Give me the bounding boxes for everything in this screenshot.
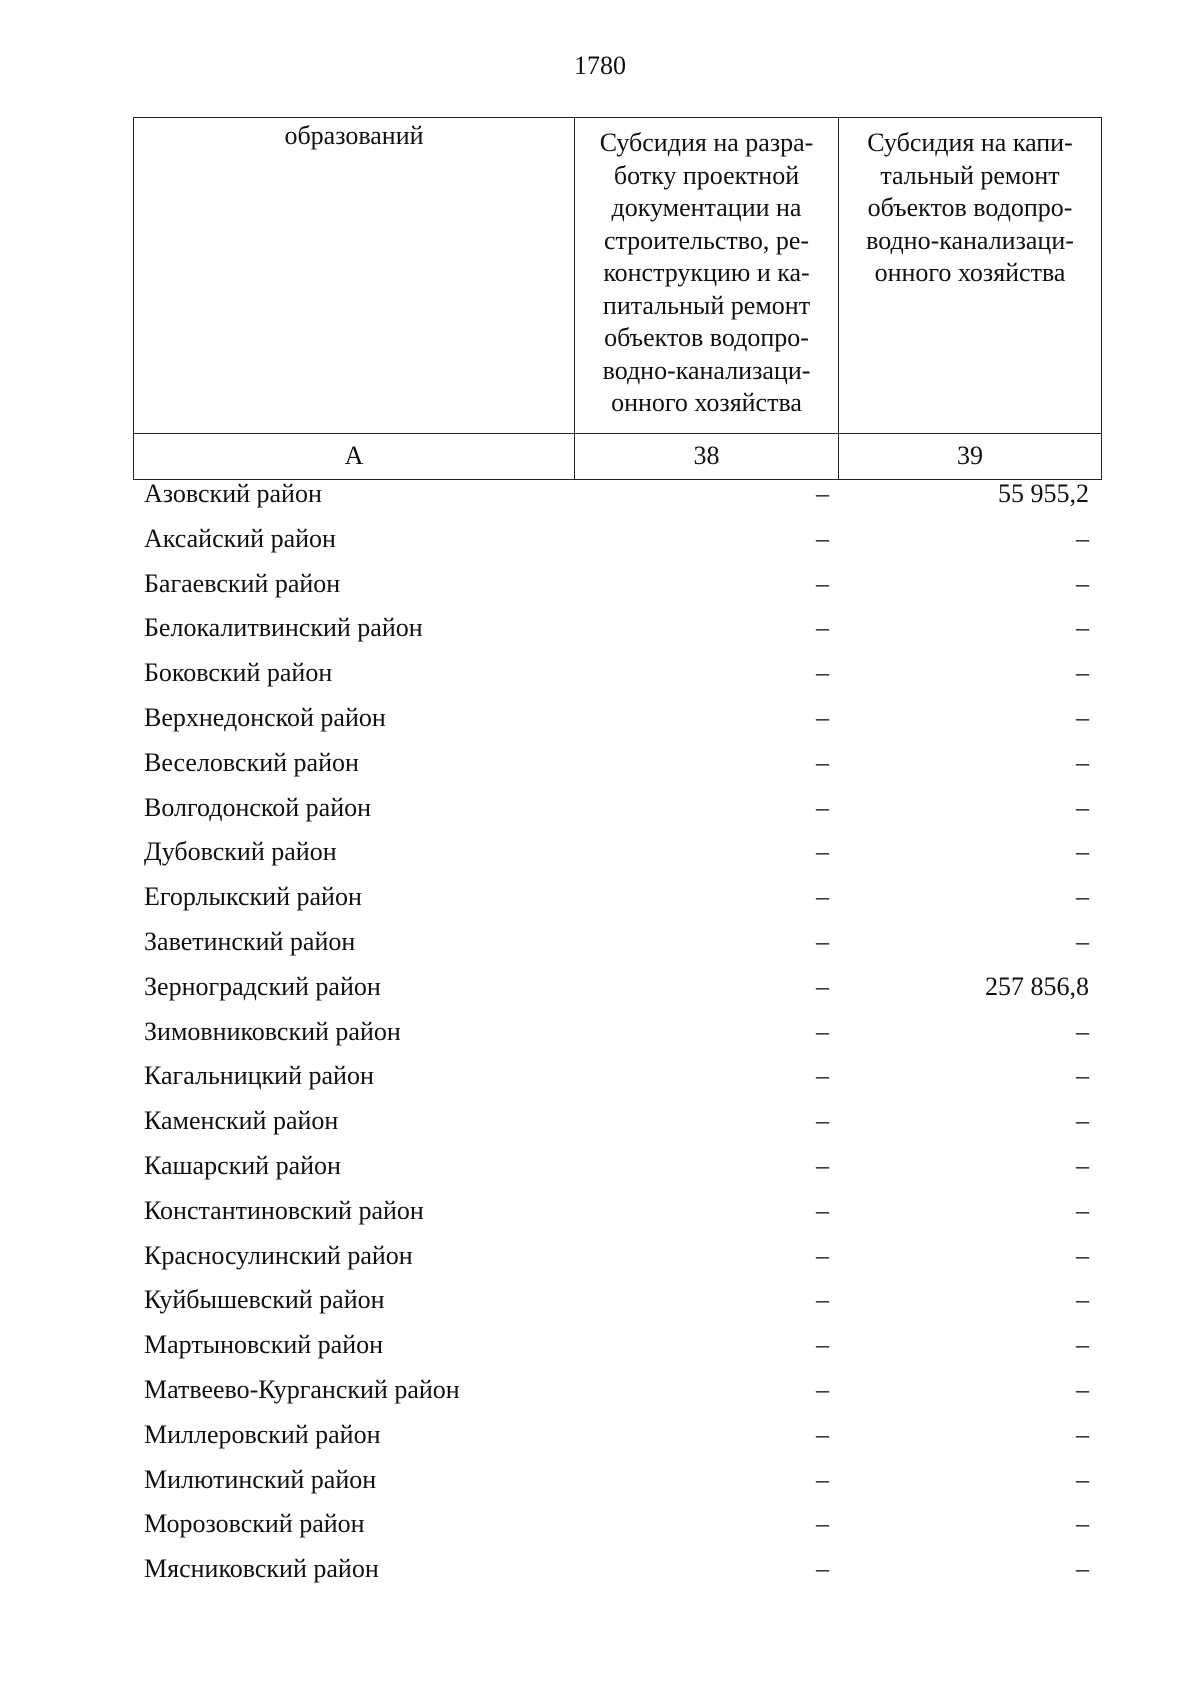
table-row xyxy=(0,1010,1200,1055)
table-header xyxy=(133,117,1102,480)
district-name: Мартыновский район xyxy=(144,1330,384,1360)
value-column-38: – xyxy=(816,926,829,956)
district-name: Кагальницкий район xyxy=(144,1061,374,1091)
page-number: 1780 xyxy=(574,51,626,80)
column-header-39-line: водно-канализаци- xyxy=(866,225,1074,255)
column-header-39 xyxy=(839,118,1102,434)
column-number-38: 38 xyxy=(575,434,839,480)
district-name: Мясниковский район xyxy=(144,1554,379,1584)
district-name: Красносулинский район xyxy=(144,1240,413,1270)
district-name: Аксайский район xyxy=(144,523,336,553)
district-name: Веселовский район xyxy=(144,747,359,777)
table-row xyxy=(0,786,1200,831)
column-header-municipalities-text: образований xyxy=(284,121,424,150)
value-column-38: – xyxy=(816,1285,829,1315)
column-header-39-line: онного хозяйства xyxy=(874,258,1066,287)
district-name: Дубовский район xyxy=(144,837,337,867)
value-column-38: – xyxy=(816,613,829,643)
value-column-38: – xyxy=(816,837,829,867)
value-column-39: – xyxy=(1076,523,1089,553)
value-column-38: – xyxy=(816,1374,829,1404)
table-row xyxy=(0,606,1200,651)
value-column-39: – xyxy=(1076,613,1089,643)
column-header-39-line: тальный ремонт xyxy=(880,160,1060,190)
table-row xyxy=(0,1054,1200,1099)
column-header-38 xyxy=(575,118,839,434)
column-header-municipalities xyxy=(134,118,575,434)
value-column-38: – xyxy=(816,747,829,777)
value-column-39: – xyxy=(1076,1106,1089,1136)
district-name: Заветинский район xyxy=(144,926,356,956)
column-header-38-line: онного хозяйства xyxy=(611,388,802,417)
value-column-38: – xyxy=(816,1150,829,1180)
header-row xyxy=(134,118,1102,434)
value-column-39: – xyxy=(1076,792,1089,822)
value-column-39: 55 955,2 xyxy=(998,479,1089,508)
table-row xyxy=(0,562,1200,607)
table-row xyxy=(0,696,1200,741)
column-header-38-line: строительство, ре- xyxy=(603,225,810,255)
district-name: Куйбышевский район xyxy=(144,1285,385,1315)
value-column-38: – xyxy=(816,523,829,553)
value-column-39: – xyxy=(1076,1419,1089,1449)
table-row xyxy=(0,1189,1200,1234)
column-header-39-line: Субсидия на капи- xyxy=(867,128,1073,157)
district-name: Егорлыкский район xyxy=(144,882,362,912)
column-header-38-line: ботку проектной xyxy=(613,160,800,190)
column-header-38-line: объектов водопро- xyxy=(604,323,809,352)
table-row xyxy=(0,1144,1200,1189)
value-column-38: – xyxy=(816,792,829,822)
table-row xyxy=(0,1278,1200,1323)
value-column-38: – xyxy=(816,568,829,598)
value-column-39: – xyxy=(1076,837,1089,867)
table-row xyxy=(0,1234,1200,1279)
table-row xyxy=(0,517,1200,562)
table-row xyxy=(0,741,1200,786)
column-header-38-line: документации на xyxy=(611,193,802,222)
table-row xyxy=(0,965,1200,1010)
value-column-39: – xyxy=(1076,658,1089,688)
value-column-38: – xyxy=(816,1016,829,1046)
table-row xyxy=(0,472,1200,517)
value-column-38: – xyxy=(816,882,829,912)
district-name: Морозовский район xyxy=(144,1509,365,1539)
district-name: Миллеровский район xyxy=(144,1419,381,1449)
value-column-38: – xyxy=(816,479,829,508)
table-row xyxy=(0,1547,1200,1592)
value-column-38: – xyxy=(816,702,829,732)
value-column-39: 257 856,8 xyxy=(985,971,1089,1001)
value-column-38: – xyxy=(816,1554,829,1584)
column-header-39-line: объектов водопро- xyxy=(867,193,1073,222)
value-column-39: – xyxy=(1076,882,1089,912)
table-row xyxy=(0,920,1200,965)
district-name: Багаевский район xyxy=(144,568,341,598)
value-column-39: – xyxy=(1076,1374,1089,1404)
table-row xyxy=(0,1502,1200,1547)
value-column-38: – xyxy=(816,658,829,688)
value-column-39: – xyxy=(1076,1330,1089,1360)
value-column-38: – xyxy=(816,1061,829,1091)
value-column-38: – xyxy=(816,1330,829,1360)
table-row xyxy=(0,1323,1200,1368)
district-name: Волгодонской район xyxy=(144,792,372,822)
column-header-38-line: конструкцию и ка- xyxy=(603,258,810,287)
value-column-39: – xyxy=(1076,1509,1089,1539)
value-column-39: – xyxy=(1076,1464,1089,1494)
district-name: Константиновский район xyxy=(144,1195,424,1225)
value-column-39: – xyxy=(1076,1061,1089,1091)
value-column-38: – xyxy=(816,1419,829,1449)
district-name: Каменский район xyxy=(144,1106,339,1136)
district-name: Зимовниковский район xyxy=(144,1016,401,1046)
value-column-38: – xyxy=(816,1106,829,1136)
value-column-38: – xyxy=(816,1509,829,1539)
table-row xyxy=(0,1413,1200,1458)
district-name: Кашарский район xyxy=(144,1150,341,1180)
table-row xyxy=(0,1099,1200,1144)
column-number-a: А xyxy=(134,434,575,480)
district-name: Азовский район xyxy=(144,479,322,508)
value-column-38: – xyxy=(816,1464,829,1494)
value-column-39: – xyxy=(1076,1285,1089,1315)
value-column-39: – xyxy=(1076,568,1089,598)
district-name: Милютинский район xyxy=(144,1464,377,1494)
column-header-38-line: водно-канализаци- xyxy=(602,355,811,385)
value-column-39: – xyxy=(1076,1016,1089,1046)
value-column-38: – xyxy=(816,971,829,1001)
district-name: Матвеево-Курганский район xyxy=(144,1374,460,1404)
district-name: Зерноградский район xyxy=(144,971,381,1001)
table-body xyxy=(0,472,1200,1592)
table-row xyxy=(0,1368,1200,1413)
table-row xyxy=(0,830,1200,875)
value-column-39: – xyxy=(1076,1240,1089,1270)
district-name: Верхнедонской район xyxy=(144,702,386,732)
value-column-39: – xyxy=(1076,702,1089,732)
value-column-39: – xyxy=(1076,1195,1089,1225)
column-number-39: 39 xyxy=(839,434,1102,480)
district-name: Белокалитвинский район xyxy=(144,613,423,643)
district-name: Боковский район xyxy=(144,658,333,688)
column-header-38-line: Субсидия на разра- xyxy=(599,128,814,157)
table-row xyxy=(0,875,1200,920)
value-column-39: – xyxy=(1076,1554,1089,1584)
value-column-38: – xyxy=(816,1195,829,1225)
value-column-39: – xyxy=(1076,1150,1089,1180)
column-header-38-line: питальный ремонт xyxy=(602,290,811,320)
value-column-39: – xyxy=(1076,926,1089,956)
table-row xyxy=(0,651,1200,696)
value-column-38: – xyxy=(816,1240,829,1270)
value-column-39: – xyxy=(1076,747,1089,777)
table-row xyxy=(0,1458,1200,1503)
